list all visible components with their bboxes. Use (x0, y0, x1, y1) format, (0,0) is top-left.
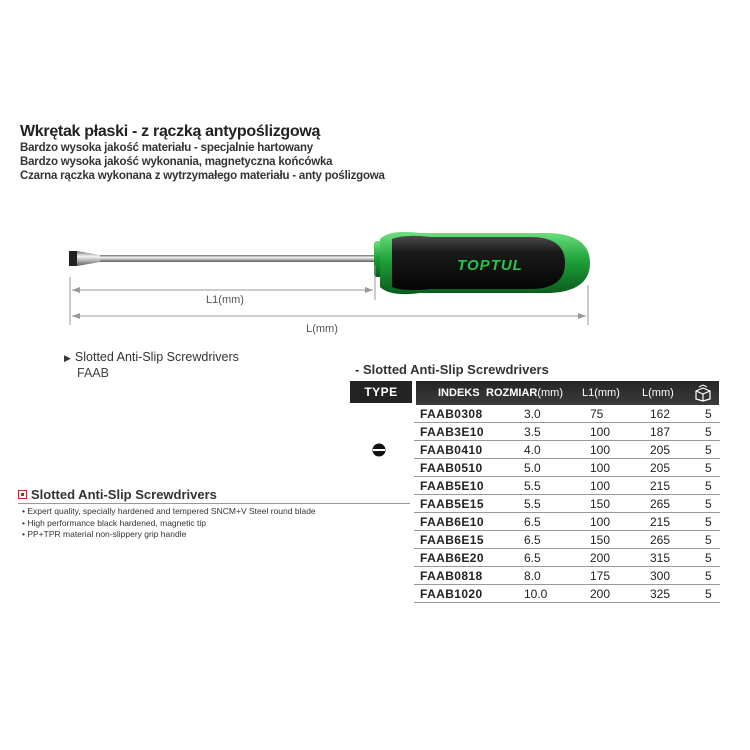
cell-size: 5.0 (524, 461, 541, 475)
cell-indeks: FAAB6E10 (420, 515, 484, 529)
cell-size: 5.5 (524, 479, 541, 493)
type-label: TYPE (350, 381, 412, 403)
cell-size: 6.5 (524, 515, 541, 529)
cell-l: 265 (650, 497, 671, 511)
cell-qty: 5 (705, 497, 712, 511)
table-row (414, 442, 720, 459)
cell-l: 300 (650, 569, 671, 583)
cell-indeks: FAAB0308 (420, 407, 483, 421)
table-row (414, 496, 720, 513)
cell-size: 5.5 (524, 497, 541, 511)
cell-size: 3.0 (524, 407, 541, 421)
col-header-l1: L1(mm) (582, 387, 620, 399)
list-item: • High performance black hardened, magnetic tip (22, 518, 316, 530)
screwdriver-illustration (60, 225, 600, 335)
list-item: • PP+TPR material non-slippery grip handle (22, 529, 316, 541)
slotted-tip-icon (372, 443, 386, 462)
cell-l: 205 (650, 461, 671, 475)
cell-qty: 5 (705, 425, 712, 439)
product-description-pl (20, 122, 385, 183)
box-icon (694, 384, 712, 405)
label-l: L(mm) (306, 323, 338, 335)
cell-qty: 5 (705, 569, 712, 583)
cell-l: 325 (650, 587, 671, 601)
cell-indeks: FAAB5E10 (420, 479, 484, 493)
cell-qty: 5 (705, 551, 712, 565)
table-row (414, 514, 720, 531)
cell-indeks: FAAB6E15 (420, 533, 484, 547)
col-header-rozmiar: ROZMIAR (486, 387, 538, 399)
col-header-indeks: INDEKS (438, 387, 480, 399)
cell-l1: 100 (590, 443, 611, 457)
cell-l1: 200 (590, 551, 611, 565)
feature-line-pl: Czarna rączka wykonana z wytrzymałego materiału - anty poślizgowa (20, 170, 385, 182)
product-title-pl: Wkrętak płaski - z rączką antypoślizgową (20, 123, 321, 140)
cell-l1: 100 (590, 515, 611, 529)
table-row (414, 478, 720, 495)
cell-qty: 5 (705, 461, 712, 475)
cell-qty: 5 (705, 443, 712, 457)
table-heading: - Slotted Anti-Slip Screwdrivers (355, 362, 549, 377)
cell-qty: 5 (705, 533, 712, 547)
list-item: • Expert quality, specially hardened and tempered SNCM+V Steel round blade (22, 506, 316, 518)
cell-indeks: FAAB0510 (420, 461, 483, 475)
divider (18, 503, 410, 504)
cell-qty: 5 (705, 479, 712, 493)
feature-line-pl: Bardzo wysoka jakość materiału - specjalnie hartowany (20, 142, 313, 154)
cell-l1: 150 (590, 497, 611, 511)
col-header-l: L(mm) (642, 387, 674, 399)
cell-size: 3.5 (524, 425, 541, 439)
cell-indeks: FAAB0818 (420, 569, 483, 583)
feature-line-pl: Bardzo wysoka jakość wykonania, magnetyczna końcówka (20, 156, 333, 168)
triangle-bullet-icon: ▶ (64, 353, 71, 363)
product-subtitle (64, 350, 239, 364)
features-title-en (18, 487, 217, 502)
cell-l1: 100 (590, 461, 611, 475)
cell-size: 8.0 (524, 569, 541, 583)
cell-l: 162 (650, 407, 671, 421)
table-row (414, 460, 720, 477)
col-header-rozmiar-unit: (mm) (537, 387, 563, 399)
cell-size: 6.5 (524, 551, 541, 565)
cell-indeks: FAAB5E15 (420, 497, 484, 511)
cell-size: 6.5 (524, 533, 541, 547)
features-list-en (22, 506, 316, 541)
cell-l1: 100 (590, 425, 611, 439)
table-row (414, 568, 720, 585)
cell-l1: 75 (590, 407, 604, 421)
cell-l1: 150 (590, 533, 611, 547)
cell-l: 215 (650, 479, 671, 493)
cell-size: 4.0 (524, 443, 541, 457)
table-row (414, 586, 720, 603)
cell-qty: 5 (705, 515, 712, 529)
cell-indeks: FAAB3E10 (420, 425, 484, 439)
cell-indeks: FAAB6E20 (420, 551, 484, 565)
square-bullet-icon (18, 490, 27, 499)
blade-tip (69, 251, 100, 266)
cell-size: 10.0 (524, 587, 548, 601)
cell-l1: 100 (590, 479, 611, 493)
table-row (414, 532, 720, 549)
table-row (414, 406, 720, 423)
table-row (414, 550, 720, 567)
cell-l: 215 (650, 515, 671, 529)
cell-l: 187 (650, 425, 671, 439)
label-l1: L1(mm) (206, 294, 244, 306)
cell-qty: 5 (705, 587, 712, 601)
cell-l: 265 (650, 533, 671, 547)
cell-l: 315 (650, 551, 671, 565)
cell-l1: 200 (590, 587, 611, 601)
features-title-text: Slotted Anti-Slip Screwdrivers (31, 487, 217, 502)
brand-logo: TOPTUL (457, 257, 523, 274)
cell-l1: 175 (590, 569, 611, 583)
product-code: FAAB (77, 366, 109, 380)
cell-indeks: FAAB1020 (420, 587, 483, 601)
blade-shaft (100, 255, 376, 262)
cell-indeks: FAAB0410 (420, 443, 483, 457)
table-header (416, 381, 719, 405)
cell-qty: 5 (705, 407, 712, 421)
product-subtitle-text: Slotted Anti-Slip Screwdrivers (74, 350, 239, 364)
cell-l: 205 (650, 443, 671, 457)
table-row (414, 424, 720, 441)
